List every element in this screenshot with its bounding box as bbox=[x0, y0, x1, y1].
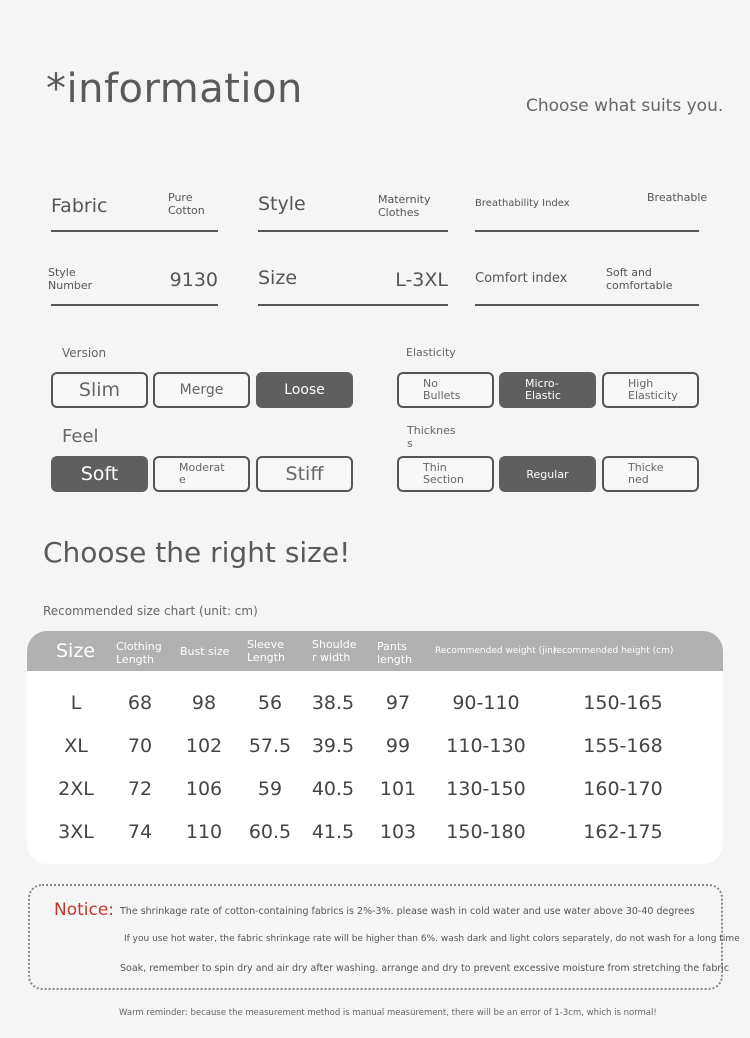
cell-bust: 110 bbox=[185, 821, 223, 843]
info-fabric-key: Fabric bbox=[51, 195, 108, 217]
cell-pants: 99 bbox=[385, 735, 411, 757]
version-option-loose[interactable]: Loose bbox=[256, 372, 353, 408]
size-table bbox=[27, 631, 723, 864]
cell-pants: 103 bbox=[379, 821, 417, 843]
thickness-option-thickened[interactable] bbox=[602, 456, 699, 492]
header-clothing-length: Clothing Length bbox=[116, 640, 162, 666]
version-label: Version bbox=[62, 346, 107, 360]
table-row bbox=[27, 682, 723, 725]
cell-size: L bbox=[70, 692, 82, 714]
cell-pants: 97 bbox=[385, 692, 411, 714]
elasticity-option-high[interactable] bbox=[602, 372, 699, 408]
info-number-key: Style Number bbox=[48, 266, 93, 292]
info-fabric-value: Pure Cotton bbox=[168, 191, 205, 217]
cell-weight: 90-110 bbox=[452, 692, 520, 714]
version-option-merge[interactable]: Merge bbox=[153, 372, 250, 408]
info-size-value: L-3XL bbox=[395, 269, 448, 291]
table-row bbox=[27, 768, 723, 811]
info-size bbox=[258, 262, 448, 306]
version-option-slim[interactable]: Slim bbox=[51, 372, 148, 408]
size-chart-caption: Recommended size chart (unit: cm) bbox=[43, 604, 258, 618]
info-comfort-value: Soft and comfortable bbox=[606, 266, 673, 292]
page-subtitle: Choose what suits you. bbox=[526, 96, 724, 116]
header-pants-length: Pants length bbox=[377, 640, 413, 666]
table-row bbox=[27, 725, 723, 768]
page-title: *information bbox=[46, 66, 303, 112]
cell-size: 2XL bbox=[58, 778, 94, 800]
info-style-value: Maternity Clothes bbox=[378, 193, 431, 219]
cell-shoulder: 41.5 bbox=[311, 821, 355, 843]
elasticity-option-no-bullets-label: No Bullets bbox=[423, 377, 461, 402]
cell-bust: 98 bbox=[191, 692, 217, 714]
cell-size: 3XL bbox=[58, 821, 94, 843]
cell-clothing-length: 74 bbox=[127, 821, 153, 843]
header-recommended-weight: Recommended weight (jin) bbox=[435, 646, 557, 656]
cell-pants: 101 bbox=[379, 778, 417, 800]
thickness-option-thin-label: Thin Section bbox=[423, 461, 464, 486]
size-heading: Choose the right size! bbox=[43, 536, 351, 569]
header-bust-size: Bust size bbox=[180, 645, 230, 658]
info-style bbox=[258, 186, 448, 232]
notice-line-3: Soak, remember to spin dry and air dry after washing. arrange and dry to prevent excessive moisture from stretching the fabric bbox=[120, 963, 730, 974]
cell-shoulder: 40.5 bbox=[311, 778, 355, 800]
cell-bust: 102 bbox=[185, 735, 223, 757]
cell-sleeve: 60.5 bbox=[248, 821, 292, 843]
cell-sleeve: 59 bbox=[257, 778, 283, 800]
cell-clothing-length: 68 bbox=[127, 692, 153, 714]
feel-label: Feel bbox=[62, 426, 99, 447]
elasticity-option-no-bullets[interactable] bbox=[397, 372, 494, 408]
cell-height: 155-168 bbox=[583, 735, 663, 757]
cell-bust: 106 bbox=[185, 778, 223, 800]
notice-box bbox=[28, 884, 740, 990]
notice-line-2: If you use hot water, the fabric shrinkage rate will be higher than 6%. wash dark and light colors separately, do not wash for a long time bbox=[124, 934, 740, 944]
notice-line-1: The shrinkage rate of cotton-containing fabrics is 2%-3%. please wash in cold water and use water above 30-40 degrees bbox=[120, 906, 695, 917]
info-comfort bbox=[475, 262, 699, 306]
cell-weight: 110-130 bbox=[446, 735, 526, 757]
info-style-key: Style bbox=[258, 193, 306, 215]
table-row bbox=[27, 811, 723, 854]
header-sleeve-length: Sleeve Length bbox=[247, 638, 285, 664]
feel-option-moderate[interactable] bbox=[153, 456, 250, 492]
thickness-option-thickened-label: Thickened bbox=[628, 461, 664, 486]
cell-height: 162-175 bbox=[583, 821, 663, 843]
cell-clothing-length: 72 bbox=[127, 778, 153, 800]
info-breath bbox=[475, 186, 708, 232]
elasticity-label: Elasticity bbox=[406, 346, 456, 359]
elasticity-option-micro-elastic-label: Micro-Elastic bbox=[525, 377, 561, 402]
header-shoulder-width: Shoulder width bbox=[312, 638, 357, 664]
cell-clothing-length: 70 bbox=[127, 735, 153, 757]
cell-weight: 130-150 bbox=[446, 778, 526, 800]
thickness-option-regular[interactable]: Regular bbox=[499, 456, 596, 492]
header-recommended-height: recommended height (cm) bbox=[553, 646, 674, 656]
warm-reminder: Warm reminder: because the measurement method is manual measurement, there will be an error of 1-3cm, which is normal! bbox=[119, 1008, 657, 1018]
thickness-label: Thickness bbox=[407, 424, 456, 450]
cell-weight: 150-180 bbox=[446, 821, 526, 843]
cell-size: XL bbox=[64, 735, 88, 757]
elasticity-option-high-label: High Elasticity bbox=[628, 377, 678, 402]
notice-label: Notice: bbox=[54, 900, 115, 920]
info-comfort-key: Comfort index bbox=[475, 271, 568, 286]
info-breath-value: Breathable bbox=[647, 191, 708, 204]
cell-height: 160-170 bbox=[583, 778, 663, 800]
info-size-key: Size bbox=[258, 267, 298, 289]
header-size: Size bbox=[56, 640, 96, 662]
feel-option-moderate-label: Moderate bbox=[179, 461, 225, 486]
thickness-option-thin[interactable] bbox=[397, 456, 494, 492]
cell-shoulder: 38.5 bbox=[311, 692, 355, 714]
feel-option-stiff[interactable]: Stiff bbox=[256, 456, 353, 492]
size-table-header bbox=[27, 631, 723, 671]
info-number bbox=[48, 262, 218, 306]
cell-shoulder: 39.5 bbox=[311, 735, 355, 757]
info-breath-key: Breathability Index bbox=[475, 198, 570, 209]
info-number-value: 9130 bbox=[169, 269, 218, 291]
cell-height: 150-165 bbox=[583, 692, 663, 714]
cell-sleeve: 57.5 bbox=[248, 735, 292, 757]
elasticity-option-micro-elastic[interactable] bbox=[499, 372, 596, 408]
info-fabric bbox=[51, 186, 218, 232]
feel-option-soft[interactable]: Soft bbox=[51, 456, 148, 492]
cell-sleeve: 56 bbox=[257, 692, 283, 714]
